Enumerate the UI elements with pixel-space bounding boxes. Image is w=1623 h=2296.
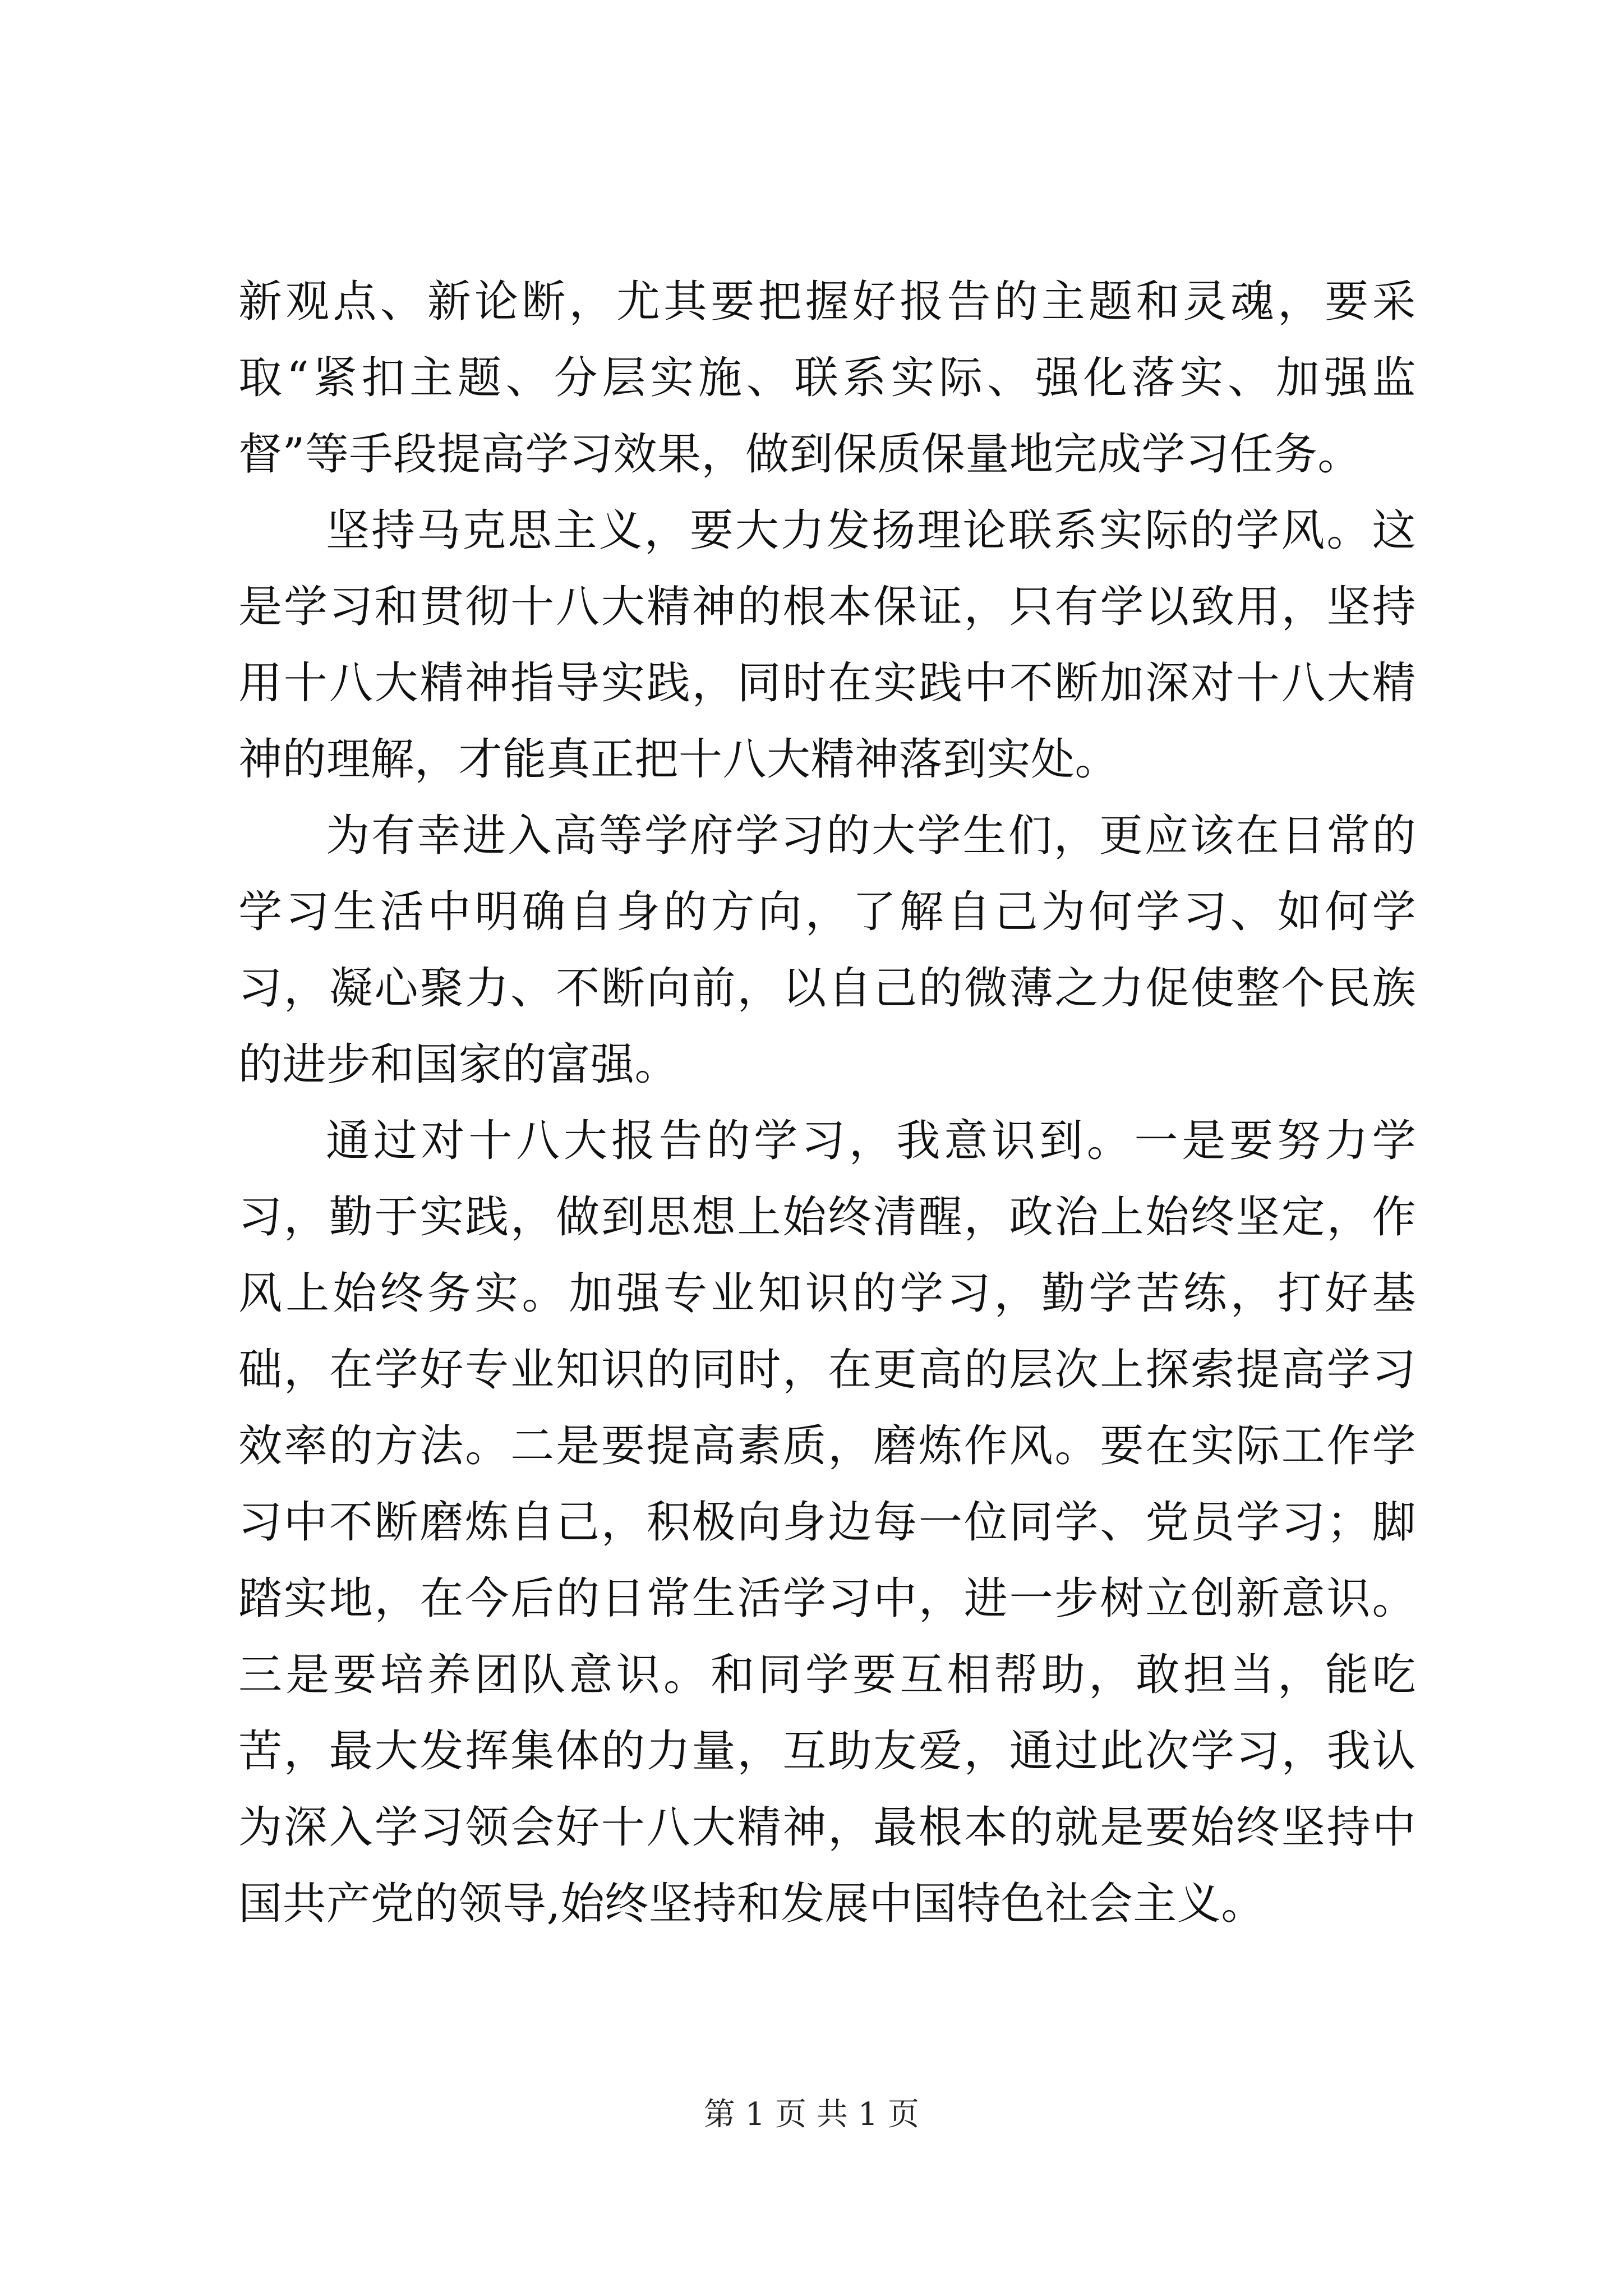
paragraph-conclusions: 通过对十八大报告的学习，我意识到。一是要努力学习，勤于实践，做到思想上始终清醒，政治上始终坚定，作风上始终务实。加强专业知识的学习，勤学苦练，打好基础，在学好专业知识的同时，在更高的层次上探索提高学习效率的方法。二是要提高素质，磨炼作风。要在实际工作学习中不断磨炼自己，积极向身边每一位同学、党员学习；脚踏实地，在今后的日常生活学习中，进一步树立创新意识。三是要培养团队意识。和同学要互相帮助，敢担当，能吃苦，最大发挥集体的力量，互助友爱，通过此次学习，我认为深入学习领会好十八大精神，最根本的就是要始终坚持中国共产党的领导,始终坚持和发展中国特色社会主义。 — [238, 1116, 1416, 1929]
paragraph-continuation: 新观点、新论断，尤其要把握好报告的主题和灵魂，要采取“紧扣主题、分层实施、联系实际、强化落实、加强监督”等手段提高学习效果，做到保质保量地完成学习任务。 — [238, 277, 1416, 480]
page-number-footer: 第 1 页 共 1 页 — [703, 2096, 920, 2133]
paragraph-students: 为有幸进入高等学府学习的大学生们，更应该在日常的学习生活中明确自身的方向，了解自己为何学习、如何学习，凝心聚力、不断向前，以自己的微薄之力促使整个民族的进步和国家的富强。 — [238, 811, 1416, 1090]
paragraph-marxism: 坚持马克思主义，要大力发扬理论联系实际的学风。这是学习和贯彻十八大精神的根本保证，只有学以致用，坚持用十八大精神指导实践，同时在实践中不断加深对十八大精神的理解，才能真正把十八大精神落到实处。 — [238, 505, 1416, 785]
document-body — [238, 264, 1416, 1942]
